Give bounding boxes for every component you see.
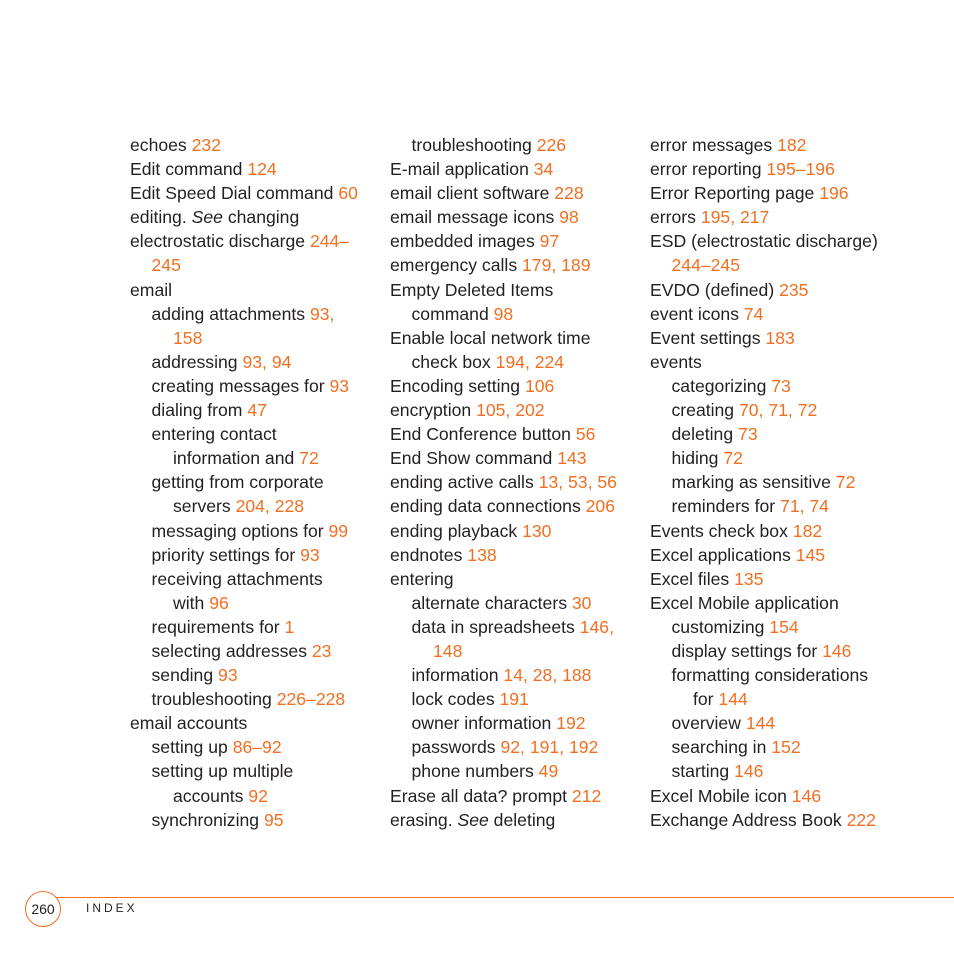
index-entry bbox=[390, 326, 640, 350]
page-reference-link[interactable]: 144 bbox=[718, 689, 748, 710]
index-term: End Conference button bbox=[390, 424, 576, 445]
page-reference-link[interactable]: 244–245 bbox=[671, 255, 740, 276]
page-reference-link[interactable]: 23 bbox=[311, 640, 332, 661]
page-reference-link[interactable]: 179, 189 bbox=[522, 255, 591, 276]
index-entry bbox=[650, 446, 920, 470]
page-reference-link[interactable]: 13, 53, 56 bbox=[538, 472, 617, 493]
page-reference-link[interactable]: 49 bbox=[538, 761, 559, 782]
index-entry bbox=[130, 422, 380, 446]
page-reference-link[interactable]: 148 bbox=[433, 640, 463, 661]
index-entry bbox=[130, 302, 380, 326]
index-entry bbox=[390, 422, 640, 446]
page-reference-link[interactable]: 154 bbox=[769, 616, 799, 637]
index-term: Excel applications bbox=[650, 544, 796, 565]
index-term: owner information bbox=[411, 713, 557, 734]
index-entry bbox=[390, 278, 640, 302]
page-reference-link[interactable]: 86–92 bbox=[232, 737, 282, 758]
index-term: erasing. bbox=[390, 809, 458, 830]
index-entry bbox=[650, 711, 920, 735]
index-term: display settings for bbox=[671, 640, 823, 661]
page-reference-link[interactable]: 92 bbox=[248, 785, 268, 806]
index-term: encryption bbox=[390, 400, 477, 421]
index-entry bbox=[130, 759, 380, 783]
index-entry bbox=[130, 157, 380, 181]
index-term: Exchange Address Book bbox=[650, 809, 847, 830]
index-term: entering bbox=[390, 568, 454, 589]
index-term: messaging options for bbox=[151, 520, 329, 541]
index-term: Excel Mobile icon bbox=[650, 785, 792, 806]
see-reference: See bbox=[457, 809, 489, 830]
index-term: with bbox=[173, 592, 210, 613]
page-reference-link[interactable]: 97 bbox=[539, 231, 560, 252]
index-term: Event settings bbox=[650, 327, 766, 348]
page-reference-link[interactable]: 72 bbox=[723, 448, 743, 469]
page-reference-link[interactable]: 73 bbox=[771, 375, 791, 396]
page-reference-link[interactable]: 146 bbox=[822, 640, 852, 661]
index-term: setting up bbox=[151, 737, 233, 758]
index-term: passwords bbox=[411, 737, 501, 758]
index-term: editing. bbox=[130, 207, 192, 228]
index-entry bbox=[650, 567, 920, 591]
page-reference-link[interactable]: 56 bbox=[575, 424, 596, 445]
index-entry bbox=[390, 205, 640, 229]
index-entry bbox=[650, 278, 920, 302]
page-reference-link[interactable]: 226–228 bbox=[276, 689, 346, 710]
index-term: marking as sensitive bbox=[671, 472, 836, 493]
index-term: echoes bbox=[130, 135, 192, 155]
index-term: emergency calls bbox=[390, 255, 523, 276]
page-number: 260 bbox=[31, 901, 55, 917]
index-term: receiving attachments bbox=[151, 568, 323, 589]
page-reference-link[interactable]: 244– bbox=[309, 231, 350, 252]
index-term: phone numbers bbox=[411, 761, 539, 782]
page-reference-link[interactable]: 183 bbox=[765, 327, 795, 348]
index-entry bbox=[390, 615, 640, 639]
index-term: error messages bbox=[650, 135, 778, 155]
page-reference-link[interactable]: 146 bbox=[734, 761, 764, 782]
index-entry bbox=[650, 205, 920, 229]
index-entry bbox=[650, 253, 920, 277]
index-entry bbox=[390, 735, 640, 759]
page-reference-link[interactable]: 158 bbox=[173, 327, 203, 348]
index-term: End Show command bbox=[390, 448, 558, 469]
index-term: synchronizing bbox=[151, 809, 264, 830]
index-entry bbox=[130, 808, 380, 832]
index-entry bbox=[390, 398, 640, 422]
page-reference-link[interactable]: 124 bbox=[247, 159, 277, 180]
see-reference: See bbox=[191, 207, 223, 228]
page-reference-link[interactable]: 145 bbox=[795, 544, 826, 565]
index-entry bbox=[650, 494, 920, 518]
page-reference-link[interactable]: 14, 28, 188 bbox=[503, 665, 592, 686]
index-term: dialing from bbox=[151, 400, 248, 421]
page-reference-link[interactable]: 98 bbox=[493, 303, 514, 324]
index-entry bbox=[390, 543, 640, 567]
page-reference-link[interactable]: 235 bbox=[779, 279, 809, 300]
page-reference-link[interactable]: 144 bbox=[745, 713, 776, 734]
index-entry bbox=[390, 784, 640, 808]
page-reference-link[interactable]: 93 bbox=[300, 544, 320, 565]
index-entry bbox=[390, 759, 640, 783]
index-term: troubleshooting bbox=[411, 135, 537, 155]
index-entry bbox=[130, 639, 380, 663]
index-entry bbox=[650, 133, 920, 157]
index-entry bbox=[650, 398, 920, 422]
index-column-2 bbox=[390, 133, 640, 832]
index-term: alternate characters bbox=[411, 592, 572, 613]
index-term: reminders for bbox=[671, 496, 781, 517]
index-term: events bbox=[650, 351, 702, 372]
index-entry bbox=[650, 422, 920, 446]
index-entry bbox=[390, 663, 640, 687]
index-term: Edit command bbox=[130, 159, 248, 180]
index-term: sending bbox=[151, 665, 219, 686]
index-term: selecting addresses bbox=[151, 640, 312, 661]
index-term: ESD (electrostatic discharge) bbox=[650, 231, 878, 252]
page-reference-link[interactable]: 135 bbox=[734, 568, 764, 589]
page-reference-link[interactable]: 130 bbox=[522, 520, 552, 541]
index-entry bbox=[130, 784, 380, 808]
index-entry bbox=[130, 253, 380, 277]
page-reference-link[interactable]: 74 bbox=[743, 303, 764, 324]
index-entry bbox=[650, 350, 920, 374]
index-term: creating messages for bbox=[151, 375, 330, 396]
index-entry bbox=[650, 543, 920, 567]
page-reference-link[interactable]: 143 bbox=[557, 448, 587, 469]
index-term: servers bbox=[173, 496, 236, 517]
index-entry bbox=[130, 543, 380, 567]
index-term: command bbox=[411, 303, 494, 324]
index-entry bbox=[130, 494, 380, 518]
index-term: overview bbox=[671, 713, 746, 734]
index-entry bbox=[130, 205, 380, 229]
index-entry bbox=[130, 229, 380, 253]
page-reference-link[interactable]: 1 bbox=[284, 616, 295, 637]
index-entry bbox=[650, 687, 920, 711]
index-entry bbox=[130, 711, 380, 735]
index-term: formatting considerations bbox=[671, 665, 869, 686]
index-term: ending data connections bbox=[390, 496, 586, 517]
index-entry bbox=[390, 470, 640, 494]
index-entry bbox=[650, 759, 920, 783]
index-entry bbox=[650, 639, 920, 663]
index-term: electrostatic discharge bbox=[130, 231, 310, 252]
footer-rule bbox=[44, 897, 954, 898]
index-term: searching in bbox=[671, 737, 772, 758]
page-reference-link[interactable]: 30 bbox=[571, 592, 592, 613]
index-term: adding attachments bbox=[151, 303, 310, 324]
index-entry bbox=[130, 519, 380, 543]
index-term: starting bbox=[671, 761, 735, 782]
index-term: ending active calls bbox=[390, 472, 539, 493]
index-term: addressing bbox=[151, 351, 243, 372]
page-reference-link[interactable]: 146 bbox=[791, 785, 822, 806]
index-entry bbox=[650, 374, 920, 398]
page-reference-link[interactable]: 212 bbox=[571, 785, 602, 806]
index-entry bbox=[390, 519, 640, 543]
page-reference-link[interactable]: 106 bbox=[524, 375, 555, 396]
index-entry bbox=[130, 663, 380, 687]
page-reference-link[interactable]: 195, 217 bbox=[700, 207, 770, 228]
page-reference-link[interactable]: 47 bbox=[247, 400, 267, 421]
index-term: Erase all data? prompt bbox=[390, 785, 572, 806]
index-entry bbox=[390, 374, 640, 398]
index-term: errors bbox=[650, 207, 701, 228]
page-reference-link[interactable]: 182 bbox=[777, 135, 807, 155]
section-label: INDEX bbox=[86, 901, 138, 915]
page-reference-link[interactable]: 96 bbox=[209, 592, 229, 613]
index-term: Error Reporting page bbox=[650, 183, 820, 204]
index-column-1 bbox=[130, 133, 380, 832]
index-term: data in spreadsheets bbox=[411, 616, 580, 637]
index-term: email client software bbox=[390, 183, 555, 204]
index-entry bbox=[390, 302, 640, 326]
index-entry bbox=[650, 302, 920, 326]
index-entry bbox=[390, 181, 640, 205]
page-reference-link[interactable]: 72 bbox=[835, 472, 856, 493]
index-entry bbox=[390, 157, 640, 181]
page-reference-link[interactable]: 206 bbox=[585, 496, 615, 517]
index-entry bbox=[390, 253, 640, 277]
page-reference-link[interactable]: 93 bbox=[329, 375, 350, 396]
index-term: Enable local network time bbox=[390, 327, 591, 348]
index-term: setting up multiple bbox=[151, 761, 294, 782]
index-entry bbox=[390, 229, 640, 253]
index-entry bbox=[130, 567, 380, 591]
index-entry bbox=[130, 615, 380, 639]
index-term: E-mail application bbox=[390, 159, 534, 180]
index-term: priority settings for bbox=[151, 544, 301, 565]
page-reference-link[interactable]: 196 bbox=[819, 183, 849, 204]
index-term: for bbox=[693, 689, 719, 710]
index-term: email message icons bbox=[390, 207, 560, 228]
index-term: embedded images bbox=[390, 231, 540, 252]
index-entry bbox=[650, 663, 920, 687]
see-target: deleting bbox=[488, 809, 556, 830]
index-term: error reporting bbox=[650, 159, 767, 180]
index-entry bbox=[130, 350, 380, 374]
index-entry bbox=[650, 519, 920, 543]
index-term: deleting bbox=[671, 424, 739, 445]
index-entry bbox=[390, 711, 640, 735]
page-reference-link[interactable]: 222 bbox=[846, 809, 876, 830]
index-entry bbox=[130, 398, 380, 422]
page-reference-link[interactable]: 71, 74 bbox=[780, 496, 829, 517]
index-term: event icons bbox=[650, 303, 744, 324]
page-reference-link[interactable]: 72 bbox=[299, 448, 319, 469]
index-term: requirements for bbox=[151, 616, 285, 637]
index-entry bbox=[650, 157, 920, 181]
page-reference-link[interactable]: 93 bbox=[218, 665, 238, 686]
page-reference-link[interactable]: 204, 228 bbox=[235, 496, 305, 517]
index-term: email bbox=[130, 279, 173, 300]
index-term: information and bbox=[173, 448, 300, 469]
page-reference-link[interactable]: 70, 71, 72 bbox=[738, 400, 818, 421]
index-term: endnotes bbox=[390, 544, 468, 565]
page-reference-link[interactable]: 192 bbox=[556, 713, 586, 734]
index-term: email accounts bbox=[130, 713, 248, 734]
index-term: lock codes bbox=[411, 689, 500, 710]
index-term: Excel Mobile application bbox=[650, 592, 839, 613]
index-term: hiding bbox=[671, 448, 724, 469]
index-entry bbox=[650, 326, 920, 350]
page-reference-link[interactable]: 232 bbox=[191, 135, 221, 155]
index-entry bbox=[390, 133, 640, 157]
index-term: Events check box bbox=[650, 520, 793, 541]
index-entry bbox=[130, 374, 380, 398]
index-term: troubleshooting bbox=[151, 689, 277, 710]
index-entry bbox=[390, 591, 640, 615]
index-entry bbox=[650, 181, 920, 205]
index-term: Excel files bbox=[650, 568, 735, 589]
index-entry bbox=[650, 808, 920, 832]
index-entry bbox=[390, 350, 640, 374]
page-reference-link[interactable]: 73 bbox=[738, 424, 758, 445]
index-term: EVDO (defined) bbox=[650, 279, 780, 300]
index-term: entering contact bbox=[151, 424, 277, 445]
page-reference-link[interactable]: 191 bbox=[499, 689, 529, 710]
index-term: categorizing bbox=[671, 375, 772, 396]
page-reference-link[interactable]: 152 bbox=[771, 737, 801, 758]
index-entry bbox=[130, 591, 380, 615]
index-entry bbox=[130, 181, 380, 205]
page-reference-link[interactable]: 60 bbox=[338, 183, 358, 204]
index-entry bbox=[130, 446, 380, 470]
page-reference-link[interactable]: 34 bbox=[533, 159, 554, 180]
page-reference-link[interactable]: 228 bbox=[554, 183, 584, 204]
index-entry bbox=[650, 735, 920, 759]
index-entry bbox=[650, 784, 920, 808]
index-entry bbox=[390, 808, 640, 832]
index-term: check box bbox=[411, 351, 496, 372]
index-term: Encoding setting bbox=[390, 375, 525, 396]
page-reference-link[interactable]: 138 bbox=[467, 544, 497, 565]
index-entry bbox=[650, 229, 920, 253]
see-target: changing bbox=[222, 207, 300, 228]
index-term: customizing bbox=[671, 616, 770, 637]
index-term: creating bbox=[671, 400, 739, 421]
index-entry bbox=[390, 567, 640, 591]
index-term: accounts bbox=[173, 785, 249, 806]
index-term: getting from corporate bbox=[151, 472, 324, 493]
page-reference-link[interactable]: 95 bbox=[263, 809, 284, 830]
page-reference-link[interactable]: 99 bbox=[328, 520, 349, 541]
page-reference-link[interactable]: 98 bbox=[559, 207, 579, 228]
index-entry bbox=[650, 591, 920, 615]
index-term: Empty Deleted Items bbox=[390, 279, 554, 300]
index-term: Edit Speed Dial command bbox=[130, 183, 339, 204]
page-reference-link[interactable]: 195–196 bbox=[766, 159, 835, 180]
index-entry bbox=[390, 494, 640, 518]
page-reference-link[interactable]: 245 bbox=[151, 255, 181, 276]
page-reference-link[interactable]: 93, bbox=[309, 303, 335, 324]
page-reference-link[interactable]: 182 bbox=[792, 520, 823, 541]
index-column-3 bbox=[650, 133, 920, 832]
index-entry bbox=[390, 639, 640, 663]
index-entry bbox=[130, 133, 380, 157]
page-reference-link[interactable]: 146, bbox=[579, 616, 614, 637]
page-number-badge bbox=[25, 891, 61, 927]
index-entry bbox=[130, 278, 380, 302]
index-term: information bbox=[411, 665, 504, 686]
index-entry bbox=[130, 470, 380, 494]
index-entry bbox=[390, 687, 640, 711]
page-reference-link[interactable]: 92, 191, 192 bbox=[500, 737, 599, 758]
index-entry bbox=[130, 735, 380, 759]
page-reference-link[interactable]: 105, 202 bbox=[476, 400, 545, 421]
page-reference-link[interactable]: 226 bbox=[536, 135, 567, 155]
index-entry bbox=[390, 446, 640, 470]
page-reference-link[interactable]: 194, 224 bbox=[495, 351, 565, 372]
index-term: ending playback bbox=[390, 520, 523, 541]
index-entry bbox=[650, 470, 920, 494]
index-entry bbox=[130, 687, 380, 711]
index-entry bbox=[650, 615, 920, 639]
page-reference-link[interactable]: 93, 94 bbox=[242, 351, 292, 372]
index-entry bbox=[130, 326, 380, 350]
